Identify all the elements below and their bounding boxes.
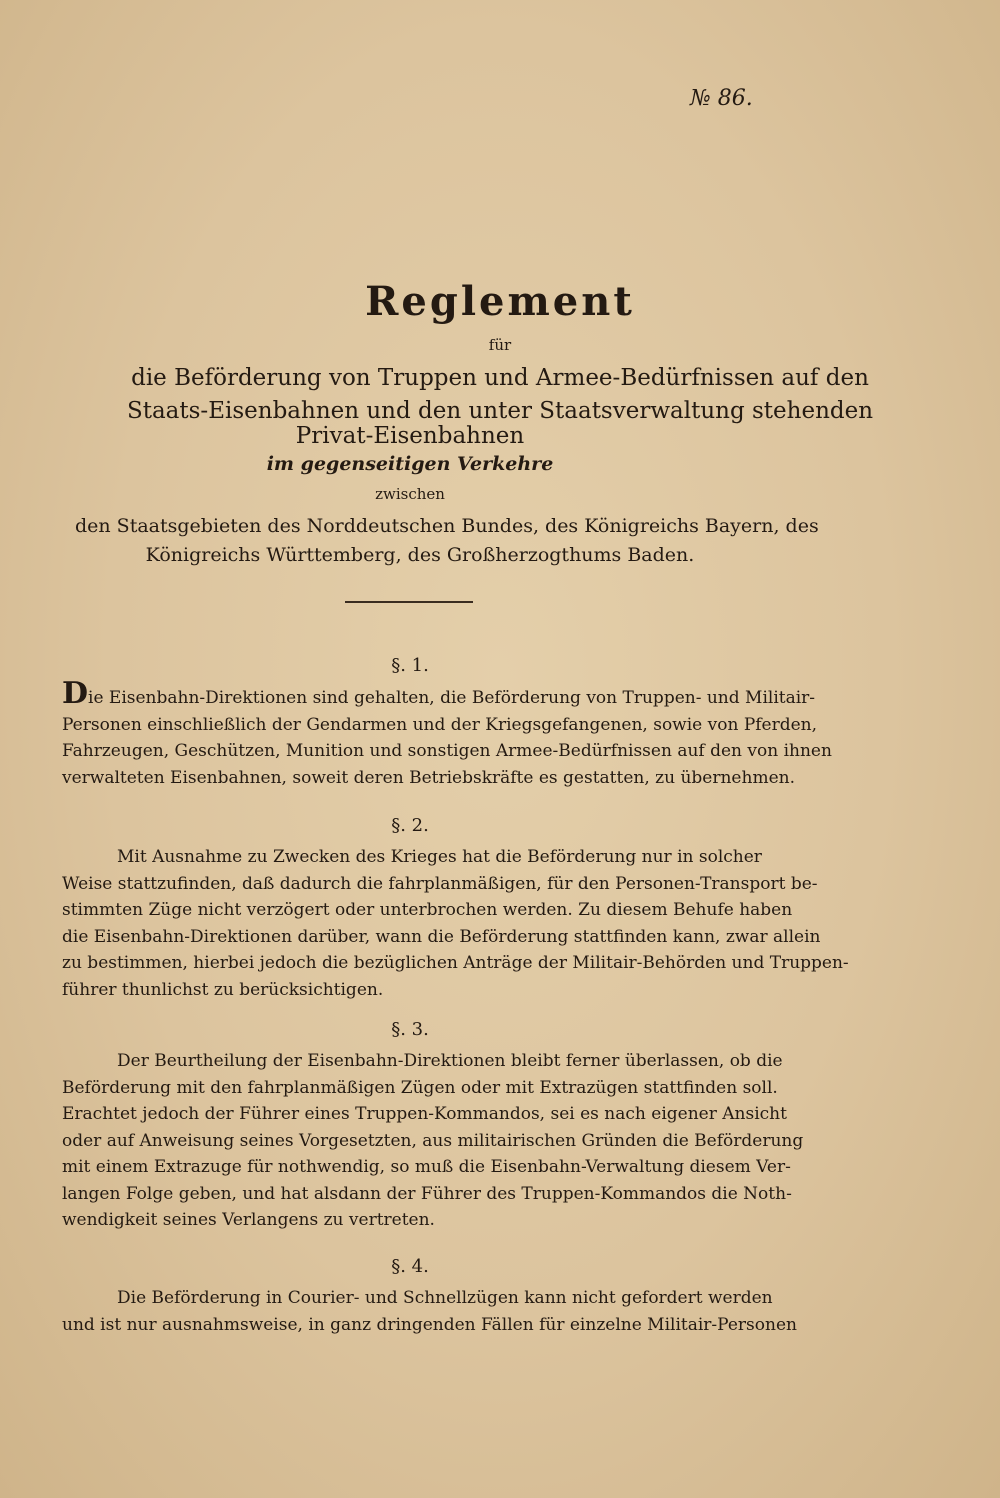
document-title: Reglement — [365, 278, 635, 325]
paragraph-line: stimmten Züge nicht verzögert oder unterbrochen werden. Zu diesem Behufe haben — [62, 900, 793, 920]
paragraph-line: langen Folge geben, und hat alsdann der Führer des Truppen-Kommandos die Noth- — [62, 1183, 792, 1204]
drop-initial: D — [62, 676, 89, 711]
zwischen-line: zwischen — [375, 485, 445, 503]
subtitle-line-2: Staats-Eisenbahnen und den unter Staatsverwaltung stehenden — [126, 398, 874, 424]
paragraph-line: mit einem Extrazuge für nothwendig, so muß die Eisenbahn-Verwaltung diesem Ver- — [62, 1157, 791, 1177]
paragraph-line: Personen einschließlich der Gendarmen und der Kriegsgefangenen, sowie von Pferden, — [62, 714, 818, 735]
paragraph-line: Fahrzeugen, Geschützen, Munition und sonstigen Armee-Bedürfnissen auf den von ihnen — [62, 741, 832, 761]
section-paragraph-2 — [62, 844, 849, 1003]
paragraph-line: Die Beförderung in Courier- und Schnellzügen kann nicht gefordert werden — [117, 1288, 773, 1308]
divider-rule — [345, 601, 473, 603]
section-heading-2: §. 2. — [391, 815, 429, 836]
section-heading-1: §. 1. — [391, 655, 429, 676]
section-heading-3: §. 3. — [391, 1019, 429, 1040]
paragraph-line: führer thunlichst zu berücksichtigen. — [62, 979, 384, 1000]
states-line-2: Königreichs Württemberg, des Großherzogthums Baden. — [145, 544, 695, 566]
paragraph-line: oder auf Anweisung seines Vorgesetzten, aus militairischen Gründen die Beförderung — [62, 1130, 804, 1151]
paragraph-line: Weise stattzufinden, daß dadurch die fahrplanmäßigen, für den Personen-Transport be- — [62, 873, 818, 894]
paragraph-line: wendigkeit seines Verlangens zu vertreten. — [62, 1210, 435, 1230]
paragraph-line: Erachtet jedoch der Führer eines Truppen-Kommandos, sei es nach eigener Ansicht — [62, 1104, 787, 1124]
page-number: № 86. — [690, 86, 753, 111]
paragraph-line: zu bestimmen, hierbei jedoch die bezüglichen Anträge der Militair-Behörden und Truppen- — [62, 953, 849, 973]
paragraph-line: Die Eisenbahn-Direktionen sind gehalten, die Beförderung von Truppen- und Militair- — [62, 676, 816, 711]
section-paragraph-1 — [62, 676, 832, 791]
paragraph-line: Beförderung mit den fahrplanmäßigen Zügen oder mit Extrazügen stattfinden soll. — [62, 1077, 778, 1098]
subtitle-line-3: Privat-Eisenbahnen — [295, 423, 525, 449]
section-heading-4: §. 4. — [391, 1256, 429, 1277]
paragraph-line: verwalteten Eisenbahnen, soweit deren Betriebskräfte es gestatten, zu übernehmen. — [62, 767, 795, 788]
subtitle-line-1: die Beförderung von Truppen und Armee-Bedürfnissen auf den — [131, 365, 869, 391]
states-block — [75, 512, 819, 570]
fuer-line: für — [488, 336, 512, 354]
paragraph-line: die Eisenbahn-Direktionen darüber, wann die Beförderung stattfinden kann, zwar allein — [62, 926, 821, 947]
states-line-1: den Staatsgebieten des Norddeutschen Bundes, des Königreichs Bayern, des — [75, 515, 819, 537]
paragraph-line: Der Beurtheilung der Eisenbahn-Direktionen bleibt ferner überlassen, ob die — [117, 1051, 783, 1071]
paragraph-line: und ist nur ausnahmsweise, in ganz dringenden Fällen für einzelne Militair-Personen — [62, 1314, 797, 1335]
paragraph-line: Mit Ausnahme zu Zwecken des Krieges hat die Beförderung nur in solcher — [117, 847, 762, 867]
bold-subtitle: im gegenseitigen Verkehre — [266, 453, 554, 475]
section-paragraph-4 — [62, 1285, 797, 1338]
section-paragraph-3 — [62, 1048, 804, 1234]
